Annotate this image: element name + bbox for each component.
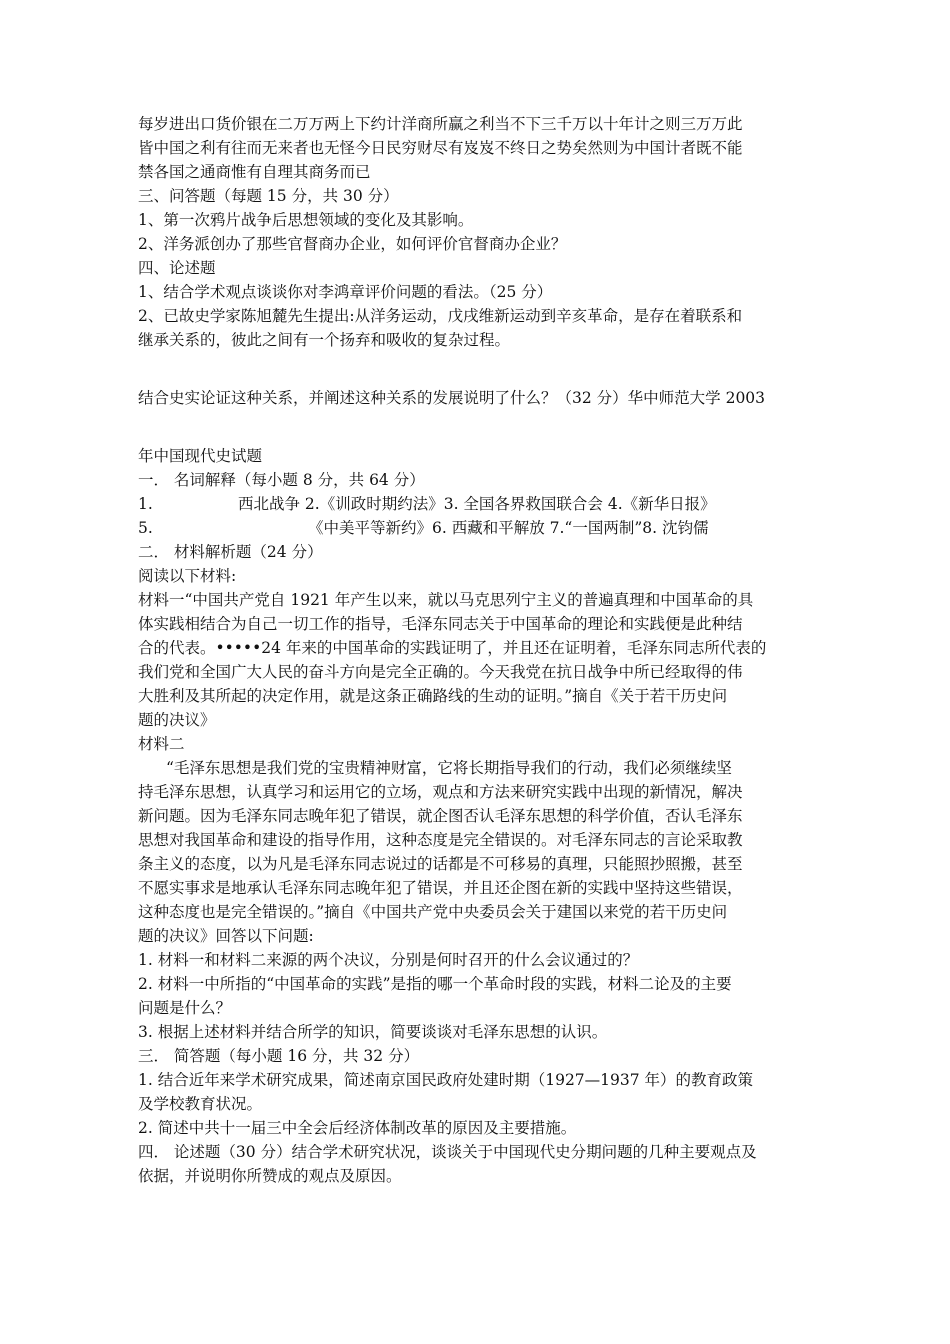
intro-line: 皆中国之利有往而无来者也无怪今日民穷财尽有岌岌不终日之势矣然则为中国计者既不能: [138, 139, 743, 157]
terms-line: [138, 516, 818, 540]
material-line: 我们党和全国广大人民的奋斗方向是完全正确的。今天我党在抗日战争中所已经取得的伟: [138, 663, 743, 681]
section-3-title: 三、问答题（每题 15 分，共 30 分）: [138, 187, 399, 205]
question-line: 问题是什么？: [138, 999, 232, 1017]
question-line: 1. 材料一和材料二来源的两个决议，分别是何时召开的什么会议通过的？: [138, 951, 639, 969]
term-list: 西北战争 2.《训政时期约法》3. 全国各界救国联合会 4.《新华日报》: [238, 495, 716, 513]
material-line: 题的决议》: [138, 711, 216, 729]
question-line: 依据，并说明你所赞成的观点及原因。: [138, 1167, 402, 1185]
material-2-title: 材料二: [138, 735, 185, 753]
part-1-title: 一． 名词解释（每小题 8 分，共 64 分）: [138, 471, 425, 489]
question-line: 3. 根据上述材料并结合所学的知识，简要谈谈对毛泽东思想的认识。: [138, 1023, 608, 1041]
intro-line: 每岁进出口货价银在二万万两上下约计洋商所赢之利当不下三千万以十年计之则三万万此: [138, 115, 743, 133]
material-line: 材料一“中国共产党自 1921 年产生以来，就以马克思列宁主义的普遍真理和中国革命的具: [138, 591, 754, 609]
term-number: 5.: [138, 519, 153, 537]
question-line: 2、已故史学家陈旭麓先生提出:从洋务运动，戊戌维新运动到辛亥革命，是存在着联系和: [138, 307, 743, 325]
material-line: 不愿实事求是地承认毛泽东同志晚年犯了错误，并且还企图在新的实践中坚持这些错误，: [138, 879, 743, 897]
document-body: [138, 112, 818, 1188]
material-line: 持毛泽东思想，认真学习和运用它的立场，观点和方法来研究实践中出现的新情况，解决: [138, 783, 743, 801]
intro-line: 禁各国之通商惟有自理其商务而已: [138, 163, 371, 181]
material-line: 大胜利及其所起的决定作用，就是这条正确路线的生动的证明。”摘自《关于若干历史问: [138, 687, 728, 705]
part-2-title: 二． 材料解析题（24 分）: [138, 543, 323, 561]
material-line: 体实践相结合为自己一切工作的指导，毛泽东同志关于中国革命的理论和实践便是此种结: [138, 615, 743, 633]
part-3-title: 三． 简答题（每小题 16 分，共 32 分）: [138, 1047, 420, 1065]
part-4-title: 四． 论述题（30 分）结合学术研究状况，谈谈关于中国现代史分期问题的几种主要观点及: [138, 1143, 757, 1161]
question-line: 2. 简述中共十一届三中全会后经济体制改革的原因及主要措施。: [138, 1119, 577, 1137]
material-line: “毛泽东思想是我们党的宝贵精神财富，它将长期指导我们的行动，我们必须继续坚: [166, 759, 732, 777]
question-line: 2. 材料一中所指的“中国革命的实践”是指的哪一个革命时段的实践，材料二论及的主要: [138, 975, 732, 993]
question-line: 结合史实论证这种关系，并阐述这种关系的发展说明了什么？（32 分）华中师范大学 2003: [138, 389, 766, 407]
material-line: 这种态度也是完全错误的。”摘自《中国共产党中央委员会关于建国以来党的若干历史问: [138, 903, 728, 921]
term-number: 1.: [138, 495, 153, 513]
material-line: 新问题。因为毛泽东同志晚年犯了错误，就企图否认毛泽东思想的科学价值，否认毛泽东: [138, 807, 743, 825]
question-line: 1. 结合近年来学术研究成果，简述南京国民政府处建时期（1927—1937 年）的教育政策: [138, 1071, 754, 1089]
exam-title: 年中国现代史试题: [138, 447, 263, 465]
material-line: 合的代表。•••••24 年来的中国革命的实践证明了，并且还在证明着，毛泽东同志所代表的: [138, 639, 767, 657]
question-line: 1、第一次鸦片战争后思想领域的变化及其影响。: [138, 211, 474, 229]
question-line: 2、洋务派创办了那些官督商办企业，如何评价官督商办企业？: [138, 235, 567, 253]
read-instruction: 阅读以下材料:: [138, 567, 237, 585]
terms-line: [138, 492, 818, 516]
question-line: 1、结合学术观点谈谈你对李鸿章评价问题的看法。（25 分）: [138, 283, 553, 301]
question-line: 及学校教育状况。: [138, 1095, 263, 1113]
material-line: 思想对我国革命和建设的指导作用，这种态度是完全错误的。对毛泽东同志的言论采取教: [138, 831, 743, 849]
material-line: 题的决议》回答以下问题:: [138, 927, 314, 945]
term-list: 《中美平等新约》6. 西藏和平解放 7.“一国两制”8. 沈钧儒: [308, 519, 709, 537]
section-4-title: 四、论述题: [138, 259, 216, 277]
material-line: 条主义的态度，以为凡是毛泽东同志说过的话都是不可移易的真理，只能照抄照搬，甚至: [138, 855, 743, 873]
question-line: 继承关系的，彼此之间有一个扬弃和吸收的复杂过程。: [138, 331, 511, 349]
